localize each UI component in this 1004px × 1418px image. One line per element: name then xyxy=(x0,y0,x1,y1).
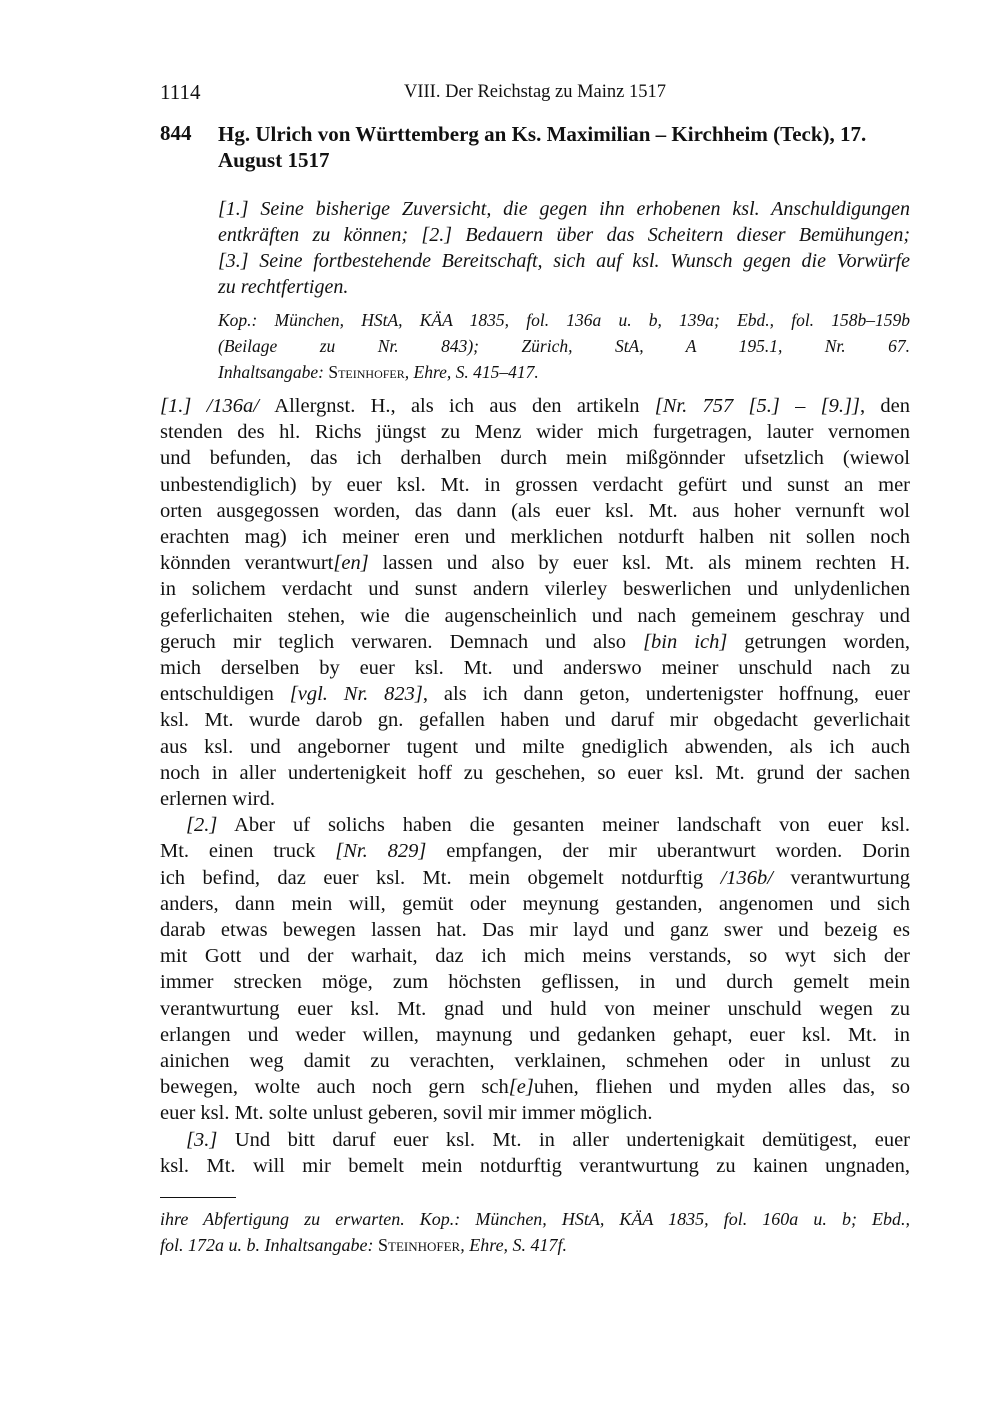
text-line xyxy=(218,222,910,248)
text-run: noch in aller undertenigkeit hoff zu geschehen, so euer ksl. Mt. grund der sachen xyxy=(160,761,910,784)
text-run: euer ksl. Mt. solte unlust geberen, sovil mir immer möglich. xyxy=(160,1102,653,1125)
italic-run: [2.] xyxy=(186,814,218,837)
text-run: Aber uf solichs haben die gesanten meiner landschaft von euer ksl. xyxy=(217,814,910,837)
italic-run: [3.] Seine fortbestehende Bereitschaft, sich auf ksl. Wunsch gegen die Vorwürfe xyxy=(218,250,910,272)
text-run: , den xyxy=(859,395,910,417)
text-run: empfangen, der mir uberantwurt worden. Dorin xyxy=(426,840,910,863)
text-line xyxy=(160,760,910,786)
italic-run: (Beilage zu Nr. 843); Zürich, StA, A 195.1, Nr. 67. xyxy=(218,336,910,356)
text-run: stenden des hl. Richs jüngst zu Menz wider mich furgetragen, lauter vernomen xyxy=(160,421,910,444)
footnote xyxy=(160,1206,910,1258)
text-line xyxy=(218,196,910,222)
text-line xyxy=(160,445,910,471)
text-run: verantwurtung xyxy=(773,866,910,889)
italic-run: [en] xyxy=(333,552,369,575)
text-line xyxy=(160,655,910,681)
italic-run: /136b/ xyxy=(720,866,773,889)
text-line xyxy=(160,865,910,891)
text-line xyxy=(160,891,910,917)
text-run: mit Gott und der warhait, daz ich mich meins verstands, so wyt sich der xyxy=(160,945,910,968)
text-line xyxy=(218,307,910,333)
text-run: mich derselben by euer ksl. Mt. und anderswo meiner unschuld nach zu xyxy=(160,657,910,680)
text-line xyxy=(160,838,910,864)
text-line xyxy=(160,917,910,943)
text-run: aus ksl. und angeborner tugent und milte gnediglich abwenden, als ich auch xyxy=(160,735,910,758)
text-line xyxy=(160,734,910,760)
text-line xyxy=(160,524,910,550)
italic-run: [3.] xyxy=(186,1128,218,1151)
document-number: 844 xyxy=(160,121,192,145)
text-run: erlernen wird. xyxy=(160,788,275,811)
text-line xyxy=(160,707,910,733)
italic-run: fol. 172a u. b. Inhaltsangabe: xyxy=(160,1235,378,1255)
smallcaps-run: Steinhofer xyxy=(378,1235,461,1255)
text-line xyxy=(160,393,910,419)
text-run: erachten mag) ich meiner eren und merklichen notdurft halben nit sollen noch xyxy=(160,526,910,549)
text-run: ksl. Mt. wurde darob gn. gefallen haben und daruf mir obgedacht geverlichait xyxy=(160,709,910,732)
running-head: VIII. Der Reichstag zu Mainz 1517 xyxy=(404,82,666,102)
italic-run: [Nr. 757 [5.] – [9.]] xyxy=(654,395,860,417)
text-run: geruch mir teglich verwaren. Demnach und also xyxy=(160,630,644,653)
smallcaps-run: Steinhofer xyxy=(328,362,405,382)
italic-run: zu rechtfertigen. xyxy=(218,276,349,298)
abstract xyxy=(218,196,910,300)
italic-run: [e] xyxy=(508,1076,534,1099)
source-notes xyxy=(218,307,910,385)
italic-run: [1.] Seine bisherige Zuversicht, die gegen ihn erhobenen ksl. Anschuldigungen xyxy=(218,198,910,220)
text-line xyxy=(160,419,910,445)
text-line xyxy=(218,248,910,274)
text-line xyxy=(160,603,910,629)
italic-run: Inhaltsangabe: xyxy=(218,362,329,382)
italic-run: [bin ich] xyxy=(643,630,728,653)
italic-run: , Ehre, S. 417f. xyxy=(460,1235,568,1255)
italic-run: [Nr. 829] xyxy=(335,840,427,863)
text-line xyxy=(160,629,910,655)
text-run: ksl. Mt. will mir bemelt mein notdurftig verantwurtung zu kainen ungnaden, xyxy=(160,1154,910,1177)
text-run: anders, dann mein will, gemüt oder meynung gestanden, angenomen und sich xyxy=(160,892,910,915)
text-line xyxy=(160,498,910,524)
text-run: orten ausgegossen worden, das dann (als euer ksl. Mt. aus hoher vernunft wol xyxy=(160,499,910,522)
text-run: unbestendiglich) by euer ksl. Mt. in grossen verdacht gefürt und sunst an mer xyxy=(160,473,910,496)
text-line xyxy=(160,812,910,838)
text-line xyxy=(160,681,910,707)
page-number: 1114 xyxy=(160,80,201,104)
italic-run: ihre Abfertigung zu erwarten. Kop.: München, HStA, KÄA 1835, fol. 160a u. b; Ebd., xyxy=(160,1209,910,1229)
text-line xyxy=(160,1153,910,1179)
text-run: Und bitt daruf euer ksl. Mt. in aller undertenigkait demütigest, euer xyxy=(217,1128,910,1151)
text-run: lassen und also by euer ksl. Mt. als minem rechten H. xyxy=(368,552,910,575)
text-run: darab etwas bewegen lassen hat. Das mir layd und ganz swer und bezeig es xyxy=(160,919,910,942)
text-line xyxy=(160,1048,910,1074)
text-run: bewegen, wolte auch noch gern sch xyxy=(160,1076,509,1099)
text-run: ainichen weg damit zu verachten, verklainen, schmehen oder in unlust zu xyxy=(160,1050,910,1073)
text-line xyxy=(160,550,910,576)
text-run: ich befind, daz euer ksl. Mt. mein obgemelt notdurftig xyxy=(160,866,721,889)
footnote-divider xyxy=(160,1197,236,1198)
text-run: Allergnst. H., als ich aus den artikeln xyxy=(274,395,655,417)
text-run: und befunden, das ich derhalben durch mein mißgönnder ufsetzlich (wiewol xyxy=(160,447,910,470)
text-line xyxy=(160,1074,910,1100)
italic-run: [vgl. Nr. 823] xyxy=(289,683,423,706)
text-run: verantwurtung euer ksl. Mt. gnad und huld von meiner unschuld wegen zu xyxy=(160,997,910,1020)
italic-run: [1.] /136a/ xyxy=(160,395,275,417)
text-line xyxy=(218,359,910,385)
text-line xyxy=(160,576,910,602)
text-line xyxy=(160,1127,910,1153)
text-line xyxy=(160,786,910,812)
italic-run: , Ehre, S. 415–417. xyxy=(404,362,539,382)
document-title: Hg. Ulrich von Württemberg an Ks. Maximilian – Kirchheim (Teck), 17. August 1517 xyxy=(218,122,867,172)
text-line xyxy=(160,1100,910,1126)
italic-run: Kop.: München, HStA, KÄA 1835, fol. 136a u. b, 139a; Ebd., fol. 158b–159b xyxy=(218,310,910,330)
text-run: uhen, fliehen und myden alles das, so xyxy=(533,1076,910,1099)
body-text xyxy=(160,393,910,1179)
text-run: entschuldigen xyxy=(160,683,290,706)
text-line xyxy=(160,1232,910,1258)
text-line xyxy=(160,1022,910,1048)
text-run: in solichem verdacht und sunst andern vilerley beswerlichen und unlydenlichen xyxy=(160,578,910,601)
text-run: erlangen und weder willen, maynung und gedanken gehapt, euer ksl. Mt. in xyxy=(160,1023,910,1046)
text-line xyxy=(160,996,910,1022)
text-run: könnden verantwurt xyxy=(160,552,334,575)
text-run: , als ich dann geton, undertenigster hoffnung, euer xyxy=(422,683,910,706)
text-run: immer strecken möge, zum höchsten geflissen, in und durch gemelt mein xyxy=(160,971,910,994)
text-line xyxy=(218,274,910,300)
text-line xyxy=(218,333,910,359)
text-line xyxy=(160,969,910,995)
text-run: Mt. einen truck xyxy=(160,840,336,863)
text-line xyxy=(160,472,910,498)
text-run: geferlichaiten stehen, wie die augenscheinlich und nach gemeinem geschray und xyxy=(160,604,910,627)
italic-run: entkräften zu können; [2.] Bedauern über das Scheitern dieser Bemühungen; xyxy=(218,224,910,246)
text-run: getrungen worden, xyxy=(727,630,910,653)
text-line xyxy=(160,943,910,969)
text-line xyxy=(160,1206,910,1232)
